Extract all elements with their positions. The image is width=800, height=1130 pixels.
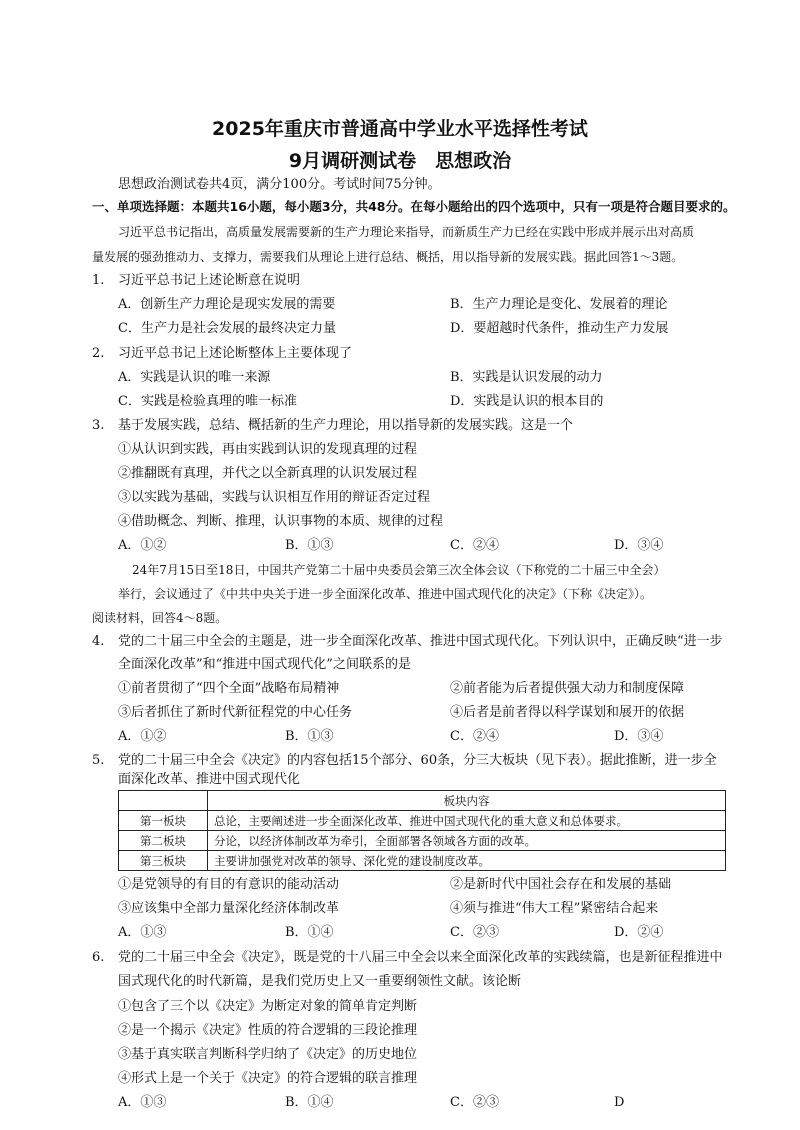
q6-statement-1: ①包含了三个以《决定》为断定对象的简单肯定判断 <box>118 999 418 1014</box>
q2-option-c: C．实践是检验真理的唯一标准 <box>118 394 297 409</box>
material-2-line-2: 举行，会议通过了《中共中央关于进一步全面深化改革、推进中国式现代化的决定》（下称《决定》）。 <box>118 587 653 601</box>
q3-option-b: B．①③ <box>285 538 334 553</box>
q5-option-a: A．①③ <box>118 925 167 940</box>
q5-statement-2: ②是新时代中国社会存在和发展的基础 <box>450 877 672 892</box>
q6-option-b: B．①④ <box>285 1095 334 1110</box>
table-header-row <box>119 791 726 811</box>
q2-option-d: D．实践是认识的根本目的 <box>450 394 604 409</box>
table-cell-board-name: 第一板块 <box>119 811 208 831</box>
table-cell-board-content: 分论，以经济体制改革为牵引，全面部署各领域各方面的改革。 <box>208 831 726 851</box>
q4-stem-line-2: 全面深化改革”和“推进中国式现代化”之间联系的是 <box>118 657 411 672</box>
q3-statement-2: ②推翻既有真理，并代之以全新真理的认识发展过程 <box>118 466 418 481</box>
table-header-cell: 板块内容 <box>208 791 726 811</box>
table-row <box>119 811 726 831</box>
q5-option-b: B．①④ <box>285 925 334 940</box>
q1-number: 1. <box>92 273 105 288</box>
q3-statement-1: ①从认识到实践，再由实践到认识的发现真理的过程 <box>118 442 418 457</box>
q2-option-a: A．实践是认识的唯一来源 <box>118 370 271 385</box>
q4-statement-1: ①前者贯彻了“四个全面”战略布局精神 <box>118 681 340 696</box>
q4-option-a: A．①② <box>118 729 167 744</box>
q3-stem: 基于发展实践，总结、概括新的生产力理论，用以指导新的发展实践。这是一个 <box>118 418 574 433</box>
q3-option-a: A．①② <box>118 538 167 553</box>
q6-option-c: C．②③ <box>450 1095 499 1110</box>
q6-stem-line-2: 国式现代化的时代新篇，是我们党历史上又一重要纲领性文献。该论断 <box>118 974 522 989</box>
q4-option-b: B．①③ <box>285 729 334 744</box>
table-row <box>119 831 726 851</box>
q4-option-d: D．③④ <box>614 729 664 744</box>
material-2-line-3: 阅读材料，回答4～8题。 <box>92 611 228 625</box>
q6-statement-3: ③基于真实联言判断科学归纳了《决定》的历史地位 <box>118 1047 418 1062</box>
q4-number: 4. <box>92 634 105 649</box>
q5-stem-line-1: 党的二十届三中全会《决定》的内容包括15个部分、60条，分三大板块（见下表）。据此推断，进一步全 <box>118 753 717 768</box>
board-content-table <box>118 790 726 871</box>
table-row <box>119 851 726 871</box>
q5-statement-3: ③应该集中全部力量深化经济体制改革 <box>118 901 340 916</box>
q3-statement-3: ③以实践为基础，实践与认识相互作用的辩证否定过程 <box>118 490 431 505</box>
section-heading: 一、单项选择题：本题共16小题，每小题3分，共48分。在每小题给出的四个选项中，只有一项是符合题目要求的。 <box>92 199 736 214</box>
material-2-line-1: 24年7月15日至18日，中国共产党第二十届中央委员会第三次全体会议（下称党的二十届三中全会） <box>132 563 666 577</box>
q5-option-d: D．②④ <box>614 925 664 940</box>
material-1-line-1: 习近平总书记指出，高质量发展需要新的生产力理论来指导，而新质生产力已经在实践中形成并展示出对高质 <box>118 225 695 239</box>
q4-stem-line-1: 党的二十届三中全会的主题是，进一步全面深化改革、推进中国式现代化。下列认识中，正确反映“进一步 <box>118 634 723 649</box>
q6-statement-4: ④形式上是一个关于《决定》的符合逻辑的联言推理 <box>118 1071 418 1086</box>
q2-stem: 习近平总书记上述论断整体上主要体现了 <box>118 346 353 361</box>
q3-number: 3. <box>92 418 105 433</box>
table-header-empty <box>119 791 208 811</box>
exam-subtitle: 9月调研测试卷 思想政治 <box>288 150 512 172</box>
q3-option-d: D．③④ <box>614 538 664 553</box>
q1-option-b: B．生产力理论是变化、发展着的理论 <box>450 297 668 312</box>
exam-title: 2025年重庆市普通高中学业水平选择性考试 <box>212 118 588 140</box>
q6-statement-2: ②是一个揭示《决定》性质的符合逻辑的三段论推理 <box>118 1023 418 1038</box>
table-cell-board-name: 第三板块 <box>119 851 208 871</box>
q5-statement-1: ①是党领导的有目的有意识的能动活动 <box>118 877 340 892</box>
q1-option-c: C．生产力是社会发展的最终决定力量 <box>118 321 336 336</box>
table-cell-board-content: 主要讲加强党对改革的领导、深化党的建设制度改革。 <box>208 851 726 871</box>
table-cell-board-name: 第二板块 <box>119 831 208 851</box>
q4-statement-4: ④后者是前者得以科学谋划和展开的依据 <box>450 705 685 720</box>
q1-stem: 习近平总书记上述论断意在说明 <box>118 273 301 288</box>
q3-option-c: C．②④ <box>450 538 499 553</box>
q6-option-a: A．①③ <box>118 1095 167 1110</box>
table-cell-board-content: 总论，主要阐述进一步全面深化改革、推进中国式现代化的重大意义和总体要求。 <box>208 811 726 831</box>
exam-intro: 思想政治测试卷共4页，满分100分。考试时间75分钟。 <box>118 177 441 192</box>
q3-statement-4: ④借助概念、判断、推理，认识事物的本质、规律的过程 <box>118 514 444 529</box>
q5-number: 5. <box>92 753 105 768</box>
q4-option-c: C．②④ <box>450 729 499 744</box>
q4-statement-3: ③后者抓住了新时代新征程党的中心任务 <box>118 705 353 720</box>
q5-option-c: C．②③ <box>450 925 499 940</box>
q6-option-d: D <box>614 1095 625 1110</box>
q6-number: 6. <box>92 950 105 965</box>
q5-statement-4: ④须与推进“伟大工程”紧密结合起来 <box>450 901 659 916</box>
q1-option-d: D．要超越时代条件，推动生产力发展 <box>450 321 669 336</box>
q1-option-a: A．创新生产力理论是现实发展的需要 <box>118 297 336 312</box>
material-1-line-2: 量发展的强劲推动力、支撑力，需要我们从理论上进行总结、概括，用以指导新的发展实践。据此回答1～3题。 <box>92 250 684 264</box>
q5-stem-line-2: 面深化改革、推进中国式现代化 <box>118 772 301 787</box>
q4-statement-2: ②前者能为后者提供强大动力和制度保障 <box>450 681 685 696</box>
q2-number: 2. <box>92 346 105 361</box>
q6-stem-line-1: 党的二十届三中全会《决定》，既是党的十八届三中全会以来全面深化改革的实践续篇，也是新征程推进中 <box>118 950 723 965</box>
q2-option-b: B．实践是认识发展的动力 <box>450 370 603 385</box>
